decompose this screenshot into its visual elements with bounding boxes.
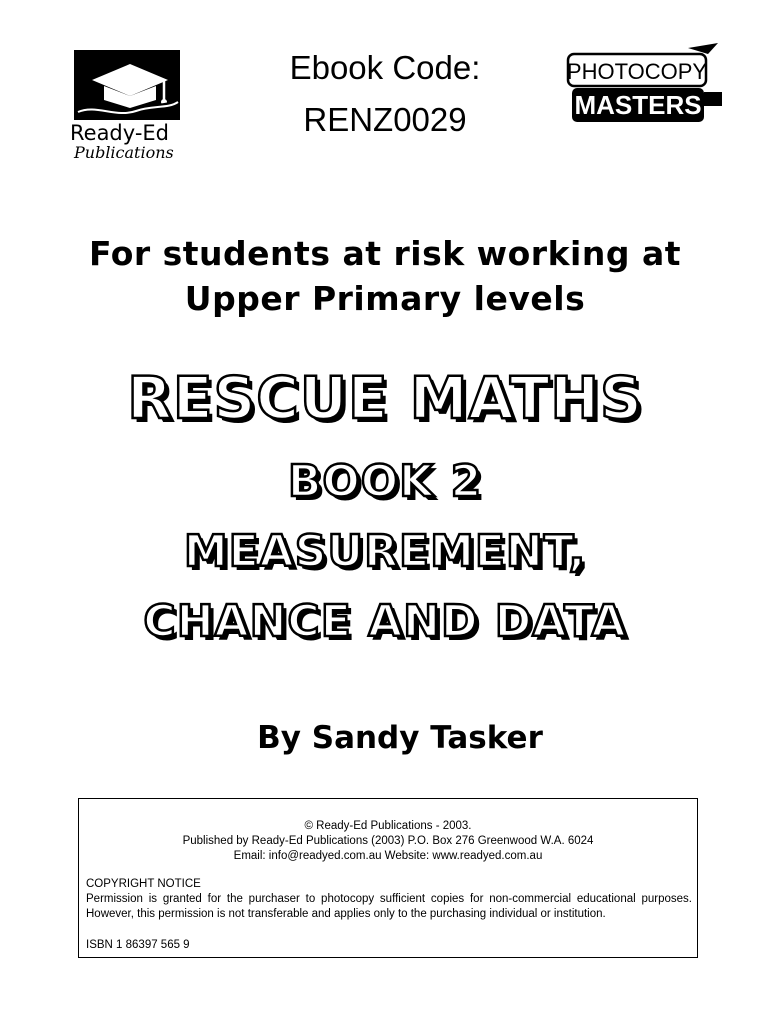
photocopy-masters-badge [558,40,728,130]
publisher-address: Published by Ready-Ed Publications (2003) P.O. Box 276 Greenwood W.A. 6024 [182,835,594,847]
graduation-cap-icon [74,50,180,120]
ebook-code-value: RENZ0029 [303,101,467,138]
book-number: BOOK 2 [287,456,483,507]
book-title: RESCUE MATHS [127,364,643,432]
badge-line1: PHOTOCOPY [566,59,708,84]
book-topic-line-1: MEASUREMENT, [183,526,587,577]
copyright-notice-heading: COPYRIGHT NOTICE [86,878,201,890]
author-line: By Sandy Tasker [257,720,543,756]
contact-line: Email: info@readyed.com.au Website: www.readyed.com.au [233,850,543,862]
copyright-notice-text: Permission is granted for the purchaser to photocopy sufficient copies for non-commercial educational purposes. However, this permission is not transferable and applies only to the purchasing individual or institution. [86,893,692,920]
isbn: ISBN 1 86397 565 9 [86,939,190,951]
publisher-subname: Publications [74,143,174,162]
publisher-logo [70,50,185,170]
ebook-code-label: Ebook Code: [289,49,481,86]
publisher-name: Ready-Ed [70,121,170,145]
badge-line2: MASTERS [574,90,702,120]
copyright-line: © Ready-Ed Publications - 2003. [304,820,472,832]
audience-line-2: Upper Primary levels [184,279,586,318]
book-topic-line-2: CHANCE AND DATA [143,596,627,647]
copyright-box [78,798,698,958]
audience-line-1: For students at risk working at [89,234,681,273]
